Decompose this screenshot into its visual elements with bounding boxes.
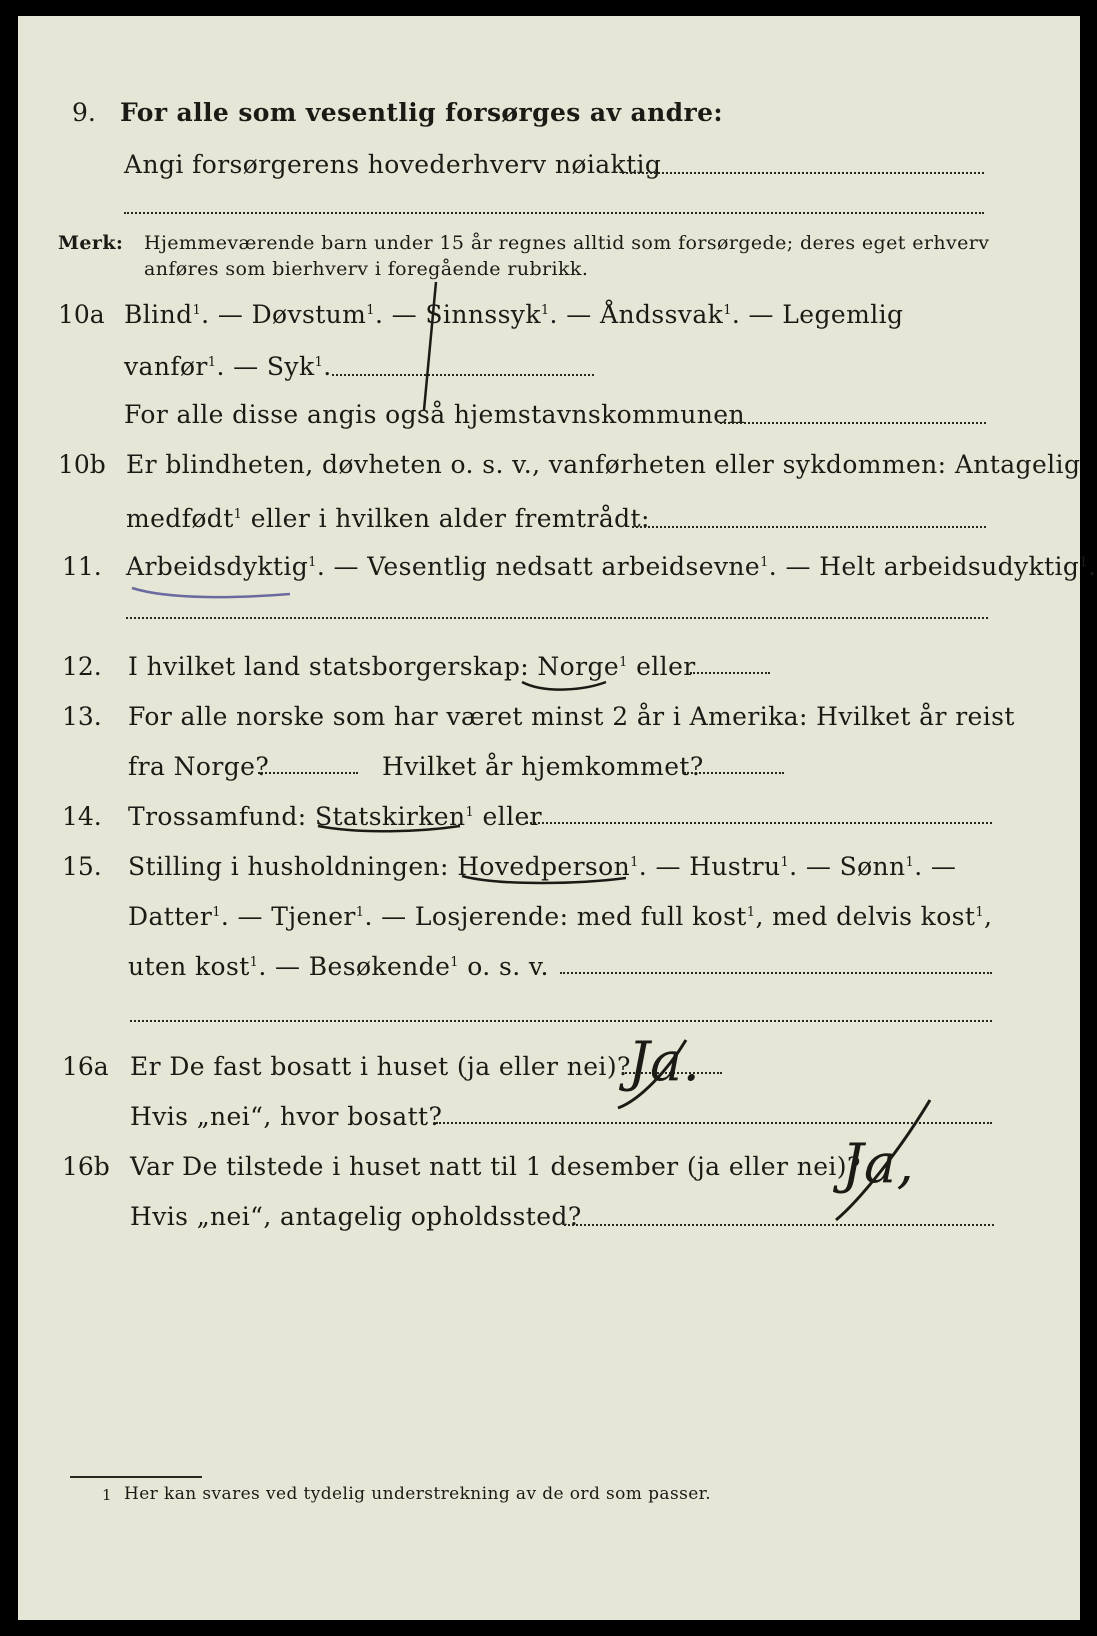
pencil-underline-arbeidsdyktig — [132, 588, 290, 597]
q10a-number: 10a — [58, 300, 105, 329]
q9-text: Angi forsørgerens hovederhverv nøiaktig — [124, 150, 662, 179]
text-segment: eller — [474, 802, 543, 831]
text-segment: I hvilket land statsborgerskap: Norge — [128, 652, 620, 681]
merk-line-2: anføres som bierhverv i foregående rubrikk. — [144, 258, 589, 280]
footnote-text: Her kan svares ved tydelig understrekning av de ord som passer. — [124, 1484, 712, 1504]
text-segment: . — Syk — [216, 352, 315, 381]
text-segment: . — Losjerende: med full kost — [364, 902, 747, 931]
footnote-superscript: 1 — [308, 555, 317, 570]
text-segment: . — — [914, 852, 957, 881]
underline-statskirken — [318, 826, 460, 831]
q9-title: For alle som vesentlig forsørges av andre: — [120, 98, 724, 127]
text-segment: Trossamfund: Statskirken — [128, 802, 466, 831]
footnote-mark: 1 — [102, 1486, 112, 1504]
footnote-superscript: 1 — [314, 355, 324, 370]
q11-number: 11. — [62, 552, 102, 581]
pen-slash-mark — [424, 282, 436, 410]
footnote-superscript: 1 — [207, 355, 217, 370]
q16b-line-2: Hvis „nei“, antagelig opholdssted? — [130, 1202, 582, 1231]
q15-number: 15. — [62, 852, 102, 881]
q16a-line-1: Er De fast bosatt i huset (ja eller nei)? — [130, 1052, 631, 1081]
q16b-number: 16b — [62, 1152, 110, 1181]
underline-norge — [522, 682, 606, 690]
q16b-line-1: Var De tilstede i huset natt til 1 desember (ja eller nei)? — [130, 1152, 861, 1181]
q13-line-2a: fra Norge? — [128, 752, 270, 781]
text-segment: . — Legemlig — [731, 300, 904, 329]
footnote-superscript: 1 — [975, 905, 985, 920]
underline-hovedperson — [462, 876, 626, 883]
text-segment: . — Tjener — [220, 902, 356, 931]
footnote-superscript: 1 — [746, 905, 756, 920]
text-segment: . — Døvstum — [201, 300, 367, 329]
q16a-line-2: Hvis „nei“, hvor bosatt? — [130, 1102, 443, 1131]
text-segment: , — [984, 902, 993, 931]
merk-line-1: Hjemmeværende barn under 15 år regnes alltid som forsørgede; deres eget erhverv — [144, 232, 990, 254]
q9-number: 9. — [72, 98, 96, 127]
q16b-pen-stroke — [836, 1100, 930, 1220]
footnote-superscript: 1 — [355, 905, 365, 920]
footnote-superscript: 1 — [619, 655, 628, 670]
text-segment: . — Besøkende — [258, 952, 451, 981]
footnote-superscript: 1 — [630, 855, 639, 870]
text-segment: medfødt — [126, 504, 234, 533]
footnote-superscript: 1 — [723, 303, 732, 318]
text-segment: . — Hustru — [638, 852, 781, 881]
text-segment: . — [1087, 552, 1097, 581]
q12-number: 12. — [62, 652, 102, 681]
q16b-handwritten-answer: Ja, — [842, 1132, 915, 1195]
opt-arbeidsdyktig: Arbeidsdyktig — [126, 552, 309, 581]
q13-line-1: For alle norske som har været minst 2 år i Amerika: Hvilket år reist — [128, 702, 1015, 731]
text-segment: . — Helt arbeidsudyktig — [768, 552, 1080, 581]
text-segment: eller i hvilken alder fremtrådt: — [242, 504, 650, 533]
q14-number: 14. — [62, 802, 102, 831]
text-segment: uten kost — [128, 952, 250, 981]
footnote-superscript: 1 — [249, 955, 259, 970]
text-segment: vanfør — [124, 352, 208, 381]
q10b-number: 10b — [58, 450, 106, 479]
q13-number: 13. — [62, 702, 102, 731]
q16a-pen-stroke — [618, 1040, 686, 1108]
footnote-superscript: 1 — [905, 855, 915, 870]
q16a-handwritten-answer: Ja. — [628, 1030, 701, 1093]
q10b-line-1: Er blindheten, døvheten o. s. v., vanførheten eller sykdommen: Antagelig — [126, 450, 1081, 479]
merk-label: Merk: — [58, 232, 124, 254]
footnote-superscript: 1 — [465, 805, 475, 820]
footnote-superscript: 1 — [366, 303, 375, 318]
text-segment: Datter — [128, 902, 213, 931]
footnote-superscript: 1 — [540, 303, 550, 318]
text-segment: . — Vesentlig nedsatt arbeidsevne — [316, 552, 761, 581]
q13-line-2b: Hvilket år hjemkommet? — [382, 752, 704, 781]
opt-blind: Blind — [124, 300, 193, 329]
footnote-superscript: 1 — [780, 855, 790, 870]
footnote-superscript: 1 — [212, 905, 221, 920]
text-segment: . — [323, 352, 332, 381]
q10a-line-3: For alle disse angis også hjemstavnskommunen — [124, 400, 745, 429]
footnote-superscript: 1 — [760, 555, 769, 570]
text-segment: Stilling i husholdningen: Hovedperson — [128, 852, 631, 881]
text-segment: . — Sønn — [789, 852, 906, 881]
text-segment: , med delvis kost — [755, 902, 976, 931]
footnote-superscript: 1 — [192, 303, 202, 318]
footnote-superscript: 1 — [1079, 555, 1088, 570]
text-segment: o. s. v. — [458, 952, 549, 981]
footnote-superscript: 1 — [450, 955, 459, 970]
text-segment: eller — [627, 652, 696, 681]
text-segment: . — Åndssvak — [549, 300, 724, 329]
text-segment: . — Sinnssyk — [374, 300, 541, 329]
q16a-number: 16a — [62, 1052, 109, 1081]
footnote-superscript: 1 — [233, 507, 243, 522]
